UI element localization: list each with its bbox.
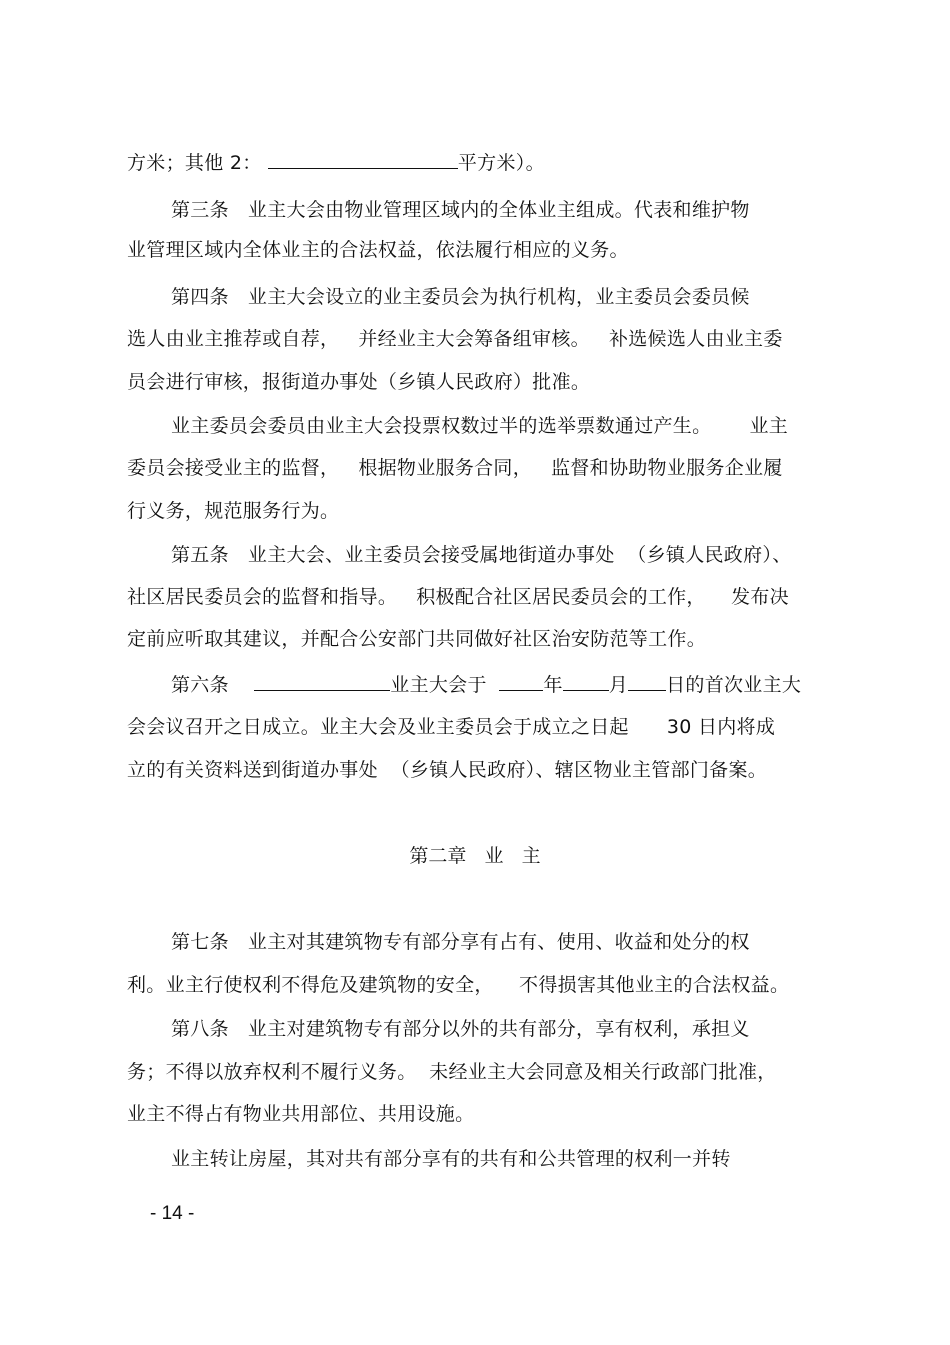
article-7-line-1: 第七条 业主对其建筑物专有部分享有占有、使用、收益和处分的权 — [171, 931, 750, 953]
article-5-line-2: 社区居民委员会的监督和指导。 积极配合社区居民委员会的工作， 发布决 — [127, 586, 789, 608]
article-6-line-2: 会会议召开之日成立。业主大会及业主委员会于成立之日起 30 日内将成 — [127, 716, 776, 738]
paragraph-line-3: 行义务，规范服务行为。 — [127, 500, 340, 522]
article-8-line-1: 第八条 业主对建筑物专有部分以外的共有部分，享有权利，承担义 — [171, 1018, 750, 1040]
article-3-line-2: 业管理区域内全体业主的合法权益，依法履行相应的义务。 — [127, 239, 629, 261]
article-5-line-3: 定前应听取其建议，并配合公安部门共同做好社区治安防范等工作。 — [127, 628, 707, 650]
article-4-line-3: 员会进行审核，报街道办事处（乡镇人民政府）批准。 — [127, 371, 591, 393]
page-number: - 14 - — [150, 1203, 195, 1224]
fill-in-blank — [254, 672, 390, 691]
article-8-line-3: 业主不得占有物业共用部位、共用设施。 — [127, 1103, 475, 1125]
article-4-line-1: 第四条 业主大会设立的业主委员会为执行机构，业主委员会委员候 — [171, 286, 750, 308]
fill-in-blank — [628, 672, 666, 691]
paragraph-line-1: 业主委员会委员由业主大会投票权数过半的选举票数通过产生。 业主 — [171, 415, 789, 437]
fill-in-blank — [268, 150, 458, 169]
article-6-line-3: 立的有关资料送到街道办事处 （乡镇人民政府）、辖区物业主管部门备案。 — [127, 759, 768, 781]
article-6-line-1: 第六条 业主大会于 年 月 日的首次业主大 — [171, 674, 802, 696]
article-7-line-2: 利。业主行使权利不得危及建筑物的安全， 不得损害其他业主的合法权益。 — [127, 974, 790, 996]
text-line: 方米；其他 2： 平方米）。 — [127, 152, 545, 174]
paragraph-line-final: 业主转让房屋，其对共有部分享有的共有和公共管理的权利一并转 — [171, 1148, 731, 1170]
article-8-line-2: 务；不得以放弃权利不履行义务。 未经业主大会同意及相关行政部门批准， — [127, 1061, 777, 1083]
article-4-line-2: 选人由业主推荐或自荐， 并经业主大会筹备组审核。 补选候选人由业主委 — [127, 328, 783, 350]
chapter-title: 第二章 业 主 — [409, 845, 541, 867]
paragraph-line-2: 委员会接受业主的监督， 根据物业服务合同， 监督和协助物业服务企业履 — [127, 457, 783, 479]
article-3-line-1: 第三条 业主大会由物业管理区域内的全体业主组成。代表和维护物 — [171, 199, 750, 221]
fill-in-blank — [499, 672, 543, 691]
fill-in-blank — [563, 672, 609, 691]
article-5-line-1: 第五条 业主大会、业主委员会接受属地街道办事处 （乡镇人民政府）、 — [171, 544, 792, 566]
